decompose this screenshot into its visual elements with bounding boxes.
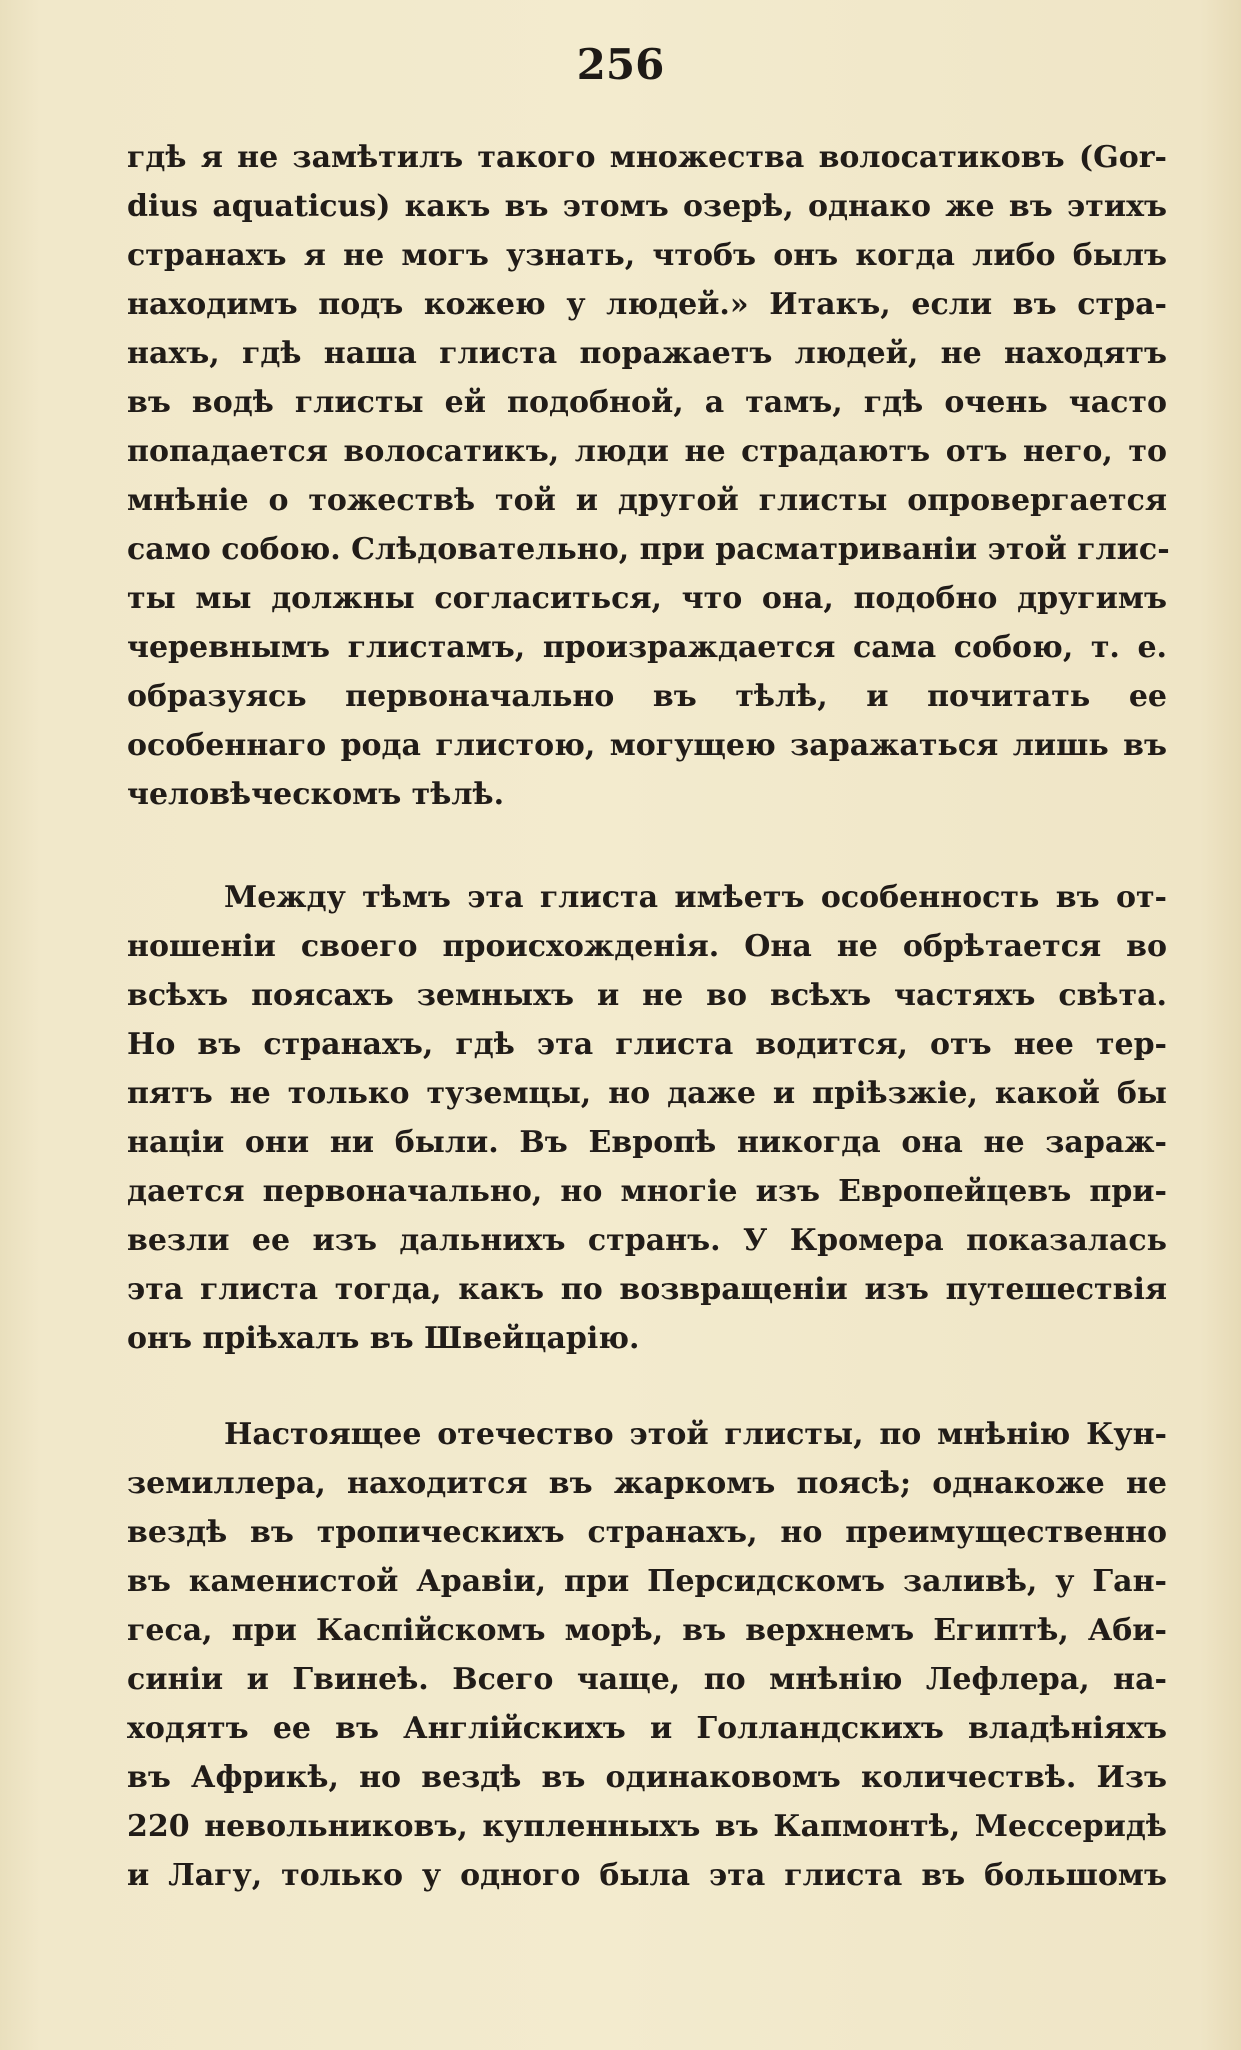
text-line: dius aquaticus) какъ въ этомъ озерѣ, однако же въ этихъ (127, 189, 1167, 224)
text-line: геса, при Каспійскомъ морѣ, въ верхнемъ Египтѣ, Аби- (127, 1613, 1167, 1648)
text-line: онъ пріѣхалъ въ Швейцарію. (127, 1321, 640, 1356)
text-line: везли ее изъ дальнихъ странъ. У Кромера показалась (127, 1223, 1167, 1258)
text-line: въ Африкѣ, но вездѣ въ одинаковомъ количествѣ. Изъ (127, 1760, 1167, 1795)
text-line: само собою. Слѣдовательно, при расматриваніи этой глис- (127, 532, 1170, 567)
text-line: Но въ странахъ, гдѣ эта глиста водится, отъ нее тер- (127, 1027, 1167, 1062)
text-line: пятъ не только туземцы, но даже и пріѣзжіе, какой бы (127, 1076, 1167, 1111)
text-line: мнѣніе о тожествѣ той и другой глисты опровергается (127, 483, 1167, 518)
text-line: въ водѣ глисты ей подобной, а тамъ, гдѣ очень часто (127, 385, 1167, 420)
text-line: попадается волосатикъ, люди не страдаютъ отъ него, то (127, 434, 1167, 469)
text-line: находимъ подъ кожею у людей.» Итакъ, если въ стра- (127, 287, 1167, 322)
text-line: Настоящее отечество этой глисты, по мнѣнію Кун- (224, 1417, 1167, 1452)
paragraph-3 (127, 1410, 1167, 1900)
text-line: нахъ, гдѣ наша глиста поражаетъ людей, не находятъ (127, 336, 1167, 371)
text-line: ты мы должны согласиться, что она, подобно другимъ (127, 581, 1167, 616)
text-line: и Лагу, только у одного была эта глиста въ большомъ (127, 1858, 1167, 1893)
text-line: особеннаго рода глистою, могущею заражаться лишь въ (127, 728, 1167, 763)
text-line: ходятъ ее въ Англійскихъ и Голландскихъ владѣніяхъ (127, 1711, 1167, 1746)
text-line: гдѣ я не замѣтилъ такого множества волосатиковъ (Gor- (127, 140, 1167, 175)
text-line: синіи и Гвинеѣ. Всего чаще, по мнѣнію Лефлера, на- (127, 1662, 1167, 1697)
text-line: всѣхъ поясахъ земныхъ и не во всѣхъ частяхъ свѣта. (127, 978, 1167, 1013)
text-line: 220 невольниковъ, купленныхъ въ Капмонтѣ, Мессеридѣ (127, 1809, 1167, 1844)
paragraph-2 (127, 873, 1167, 1363)
text-line: черевнымъ глистамъ, произраждается сама собою, т. е. (127, 630, 1167, 665)
text-line: земиллера, находится въ жаркомъ поясѣ; однакоже не (127, 1466, 1167, 1501)
text-line: дается первоначально, но многіе изъ Европейцевъ при- (127, 1174, 1167, 1209)
text-line: странахъ я не могъ узнать, чтобъ онъ когда либо былъ (127, 238, 1167, 273)
text-line: Между тѣмъ эта глиста имѣетъ особенность въ от- (224, 880, 1167, 915)
text-line: ношеніи своего происхожденія. Она не обрѣтается во (127, 929, 1167, 964)
page-number: 256 (576, 40, 665, 89)
text-line: эта глиста тогда, какъ по возвращеніи изъ путешествія (127, 1272, 1167, 1307)
text-line: націи они ни были. Въ Европѣ никогда она не зараж- (127, 1125, 1167, 1160)
text-line: въ каменистой Аравіи, при Персидскомъ заливѣ, у Ган- (127, 1564, 1167, 1599)
text-line: человѣческомъ тѣлѣ. (127, 777, 505, 812)
text-line: вездѣ въ тропическихъ странахъ, но преимущественно (127, 1515, 1167, 1550)
paragraph-1 (127, 133, 1170, 819)
text-line: образуясь первоначально въ тѣлѣ, и почитать ее (127, 679, 1167, 714)
